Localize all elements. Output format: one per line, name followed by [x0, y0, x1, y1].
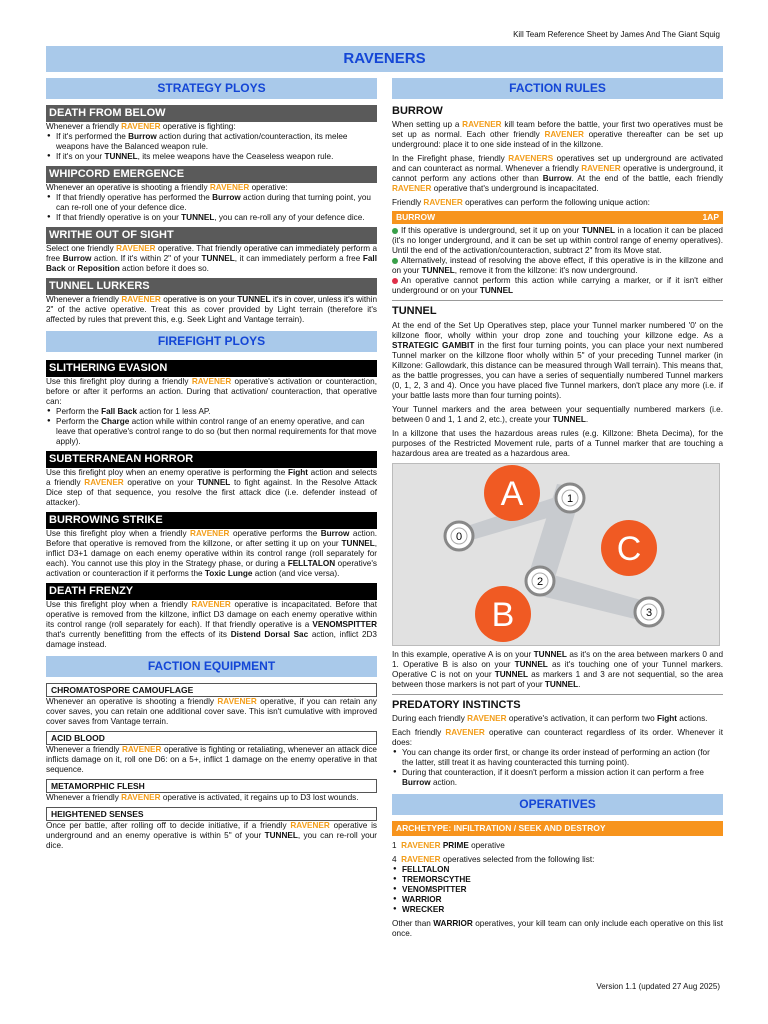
ploy-text: Use this firefight ploy when a friendly RAVENER operative is incapacitated. Before that operative is removed from the killzone, inflict D3 damage on each enemy operative within its control range (roll separately for each). If that friendly operative is a VENOMSPITTER that's currently benefitting from the effects of its Distend Dorsal Sac action, inflict 2D3 damage instead.	[46, 600, 378, 649]
rule-text: At the end of the Set Up Operatives step, place your Tunnel marker numbered '0' on the killzone floor, wholly within your drop zone and touching your killzone edge. As a STRATEGIC GAMBIT in the first four turning points, you can place your next numbered Tunnel marker on the killzone floor wholly within 5" of your preceding Tunnel marker (in Killzone: Gallowdark, this distance can be measured through Wall terrain). This means that, as the battle progresses, you can have a series of sequentially numbered Tunnel markers (0, 1, 2, 3 and 4). Once you have placed five Tunnel markers, don't place any more (i.e. if your battle lasts more than four turning points).	[392, 320, 723, 400]
list-item: ● VENOMSPITTER	[392, 885, 723, 895]
diagram-caption: In this example, operative A is on your TUNNEL as it's on the area between markers 0 and 1. Operative B is also on your TUNNEL as it's touching one of your Tunnel markers. Operative C is not on your TUNNEL as markers 1 and 3 are not sequential, so the area between those markers is not part of your TUNNEL.	[392, 649, 723, 689]
ploy-title: BURROWING STRIKE	[46, 512, 377, 529]
rule-title: BURROW	[392, 105, 443, 117]
operatives-heading: OPERATIVES	[392, 794, 723, 815]
firefight-ploys-heading: FIREFIGHT PLOYS	[46, 331, 377, 352]
tunnel-marker	[445, 522, 473, 550]
operative-note: Other than WARRIOR operatives, your kill team can only include each operative on this list once.	[392, 919, 723, 939]
green-dot-icon	[392, 258, 398, 264]
rule-title: TUNNEL	[392, 305, 437, 318]
tunnel-marker	[635, 598, 663, 626]
ploy-title: WRITHE OUT OF SIGHT	[46, 227, 377, 244]
rule-bullets: ● You can change its order first, or change its order instead of performing an action (for the latter, still treat it as having counteracted this turning point). ● During that counteraction, if it doesn't perform a mission action it can perform a free Burrow action.	[392, 748, 723, 788]
burrow-action-bar: BURROW 1AP	[392, 211, 723, 224]
operative-list	[392, 865, 723, 915]
action-effect: If this operative is underground, set it up on your TUNNEL in a location it can be placed (it's no longer underground, and it can be set up within control range of enemy operatives). Until the end of the activation/counteraction, subtract 2" from its Move stat.	[392, 226, 723, 256]
ploy-bullets: ● If it's performed the Burrow action during that activation/counteraction, its melee weapons have the Balanced weapon rule. ● If it's on your TUNNEL, its melee weapons have the Ceaseless weapon rule.	[46, 132, 377, 162]
svg-text:3: 3	[645, 606, 653, 619]
rule-text: When setting up a RAVENER kill team before the battle, your first two operatives must be set up as normal. Each other friendly RAVENER operative thereafter can be set up underground: place it to one side instead of in the killzone.	[392, 120, 724, 150]
tunnel-marker	[556, 484, 584, 512]
equipment-text: Whenever a friendly RAVENER operative is fighting or retaliating, whenever an attack dice inflicts damage on it, roll one D6: on a 5+, inflict 1 damage on the enemy operative in that sequence.	[46, 745, 377, 774]
rule-text: Each friendly RAVENER operative can counteract regardless of its order. Whenever it does:	[392, 728, 723, 748]
ploy-text: Use this firefight ploy when an enemy operative is performing the Fight action and selects a friendly RAVENER operative on your TUNNEL to fight against. In the Resolve Attack Dice step of that sequence, you resolve the first attack dice (i.e. defender instead of attacker).	[46, 468, 378, 507]
ploy-bullets: ● If that friendly operative has performed the Burrow action during that turning point, you can re-roll one of your defence dice. ● If that friendly operative is on your TUNNEL, you can re-roll any of your defence dice.	[46, 193, 377, 223]
rule-text: In a killzone that uses the hazardous areas rules (e.g. Killzone: Bheta Decima), for the purposes of the Restricted Movement rule, parts of a Tunnel marker that are touching a hazardous area are treated as a hazardous area.	[392, 428, 723, 458]
ploy-title: SUBTERRANEAN HORROR	[46, 451, 377, 468]
tunnel-marker	[526, 567, 554, 595]
page-title: RAVENERS	[46, 46, 723, 72]
rule-text: Friendly RAVENER operatives can perform the following unique action:	[392, 198, 650, 208]
red-dot-icon	[392, 278, 398, 284]
ploy-title: DEATH FRENZY	[46, 583, 377, 600]
page-footer: Version 1.1 (updated 27 Aug 2025)	[596, 982, 720, 991]
operative-line: 1 RAVENER PRIME operative	[392, 841, 505, 851]
list-item: ● TREMORSCYTHE	[392, 875, 723, 885]
ploy-text: Select one friendly RAVENER operative. That friendly operative can immediately perform a free Burrow action. If it's within 2" of your TUNNEL, it can immediately perform a free Fall Back or Reposition action before it does so.	[46, 244, 378, 273]
rule-title: PREDATORY INSTINCTS	[392, 698, 521, 711]
action-effect: Alternatively, instead of resolving the above effect, if this operative is in the killzone and on your TUNNEL, remove it from the killzone: it's now underground.	[392, 256, 723, 276]
svg-text:C: C	[616, 529, 642, 568]
action-restriction: An operative cannot perform this action while carrying a marker, or if it isn't either underground or on your TUNNEL	[392, 276, 723, 296]
equipment-title: ACID BLOOD	[46, 731, 377, 745]
ploy-title: TUNNEL LURKERS	[46, 278, 377, 295]
equipment-text: Whenever an operative is shooting a friendly RAVENER operative, if you can retain any cover saves, you can retain one additional cover save. This isn't cumulative with improved cover saves from Vantage terrain.	[46, 697, 378, 726]
left-column	[46, 78, 377, 851]
tunnel-diagram	[392, 463, 720, 646]
rule-text: In the Firefight phase, friendly RAVENERS operatives set up underground are activated and can counteract as normal. Whenever a friendly RAVENER operative is underground, it cannot perform any actions other than Burrow. At the end of the battle, each friendly RAVENER operative that's underground is incapacitated.	[392, 154, 724, 194]
list-item: ● WARRIOR	[392, 895, 723, 905]
svg-text:B: B	[491, 595, 515, 634]
divider	[392, 300, 723, 301]
operative-b	[475, 586, 531, 642]
equipment-text: Once per battle, after rolling off to decide initiative, if a friendly RAVENER operative is underground and an enemy operative is within 5" of your TUNNEL, you can re-roll your dice.	[46, 821, 378, 850]
operative-line: 4 RAVENER operatives selected from the following list:	[392, 855, 595, 865]
svg-text:A: A	[500, 474, 524, 513]
operative-a	[484, 465, 540, 521]
ploy-text: Use this firefight ploy during a friendly RAVENER operative's activation or counteraction, before or after it performs an action. During that activation/ counteraction, that operative can:	[46, 377, 377, 406]
list-item: ● WRECKER	[392, 905, 723, 915]
archetype-bar: ARCHETYPE: INFILTRATION / SEEK AND DESTROY	[392, 821, 723, 836]
ploy-title: WHIPCORD EMERGENCE	[46, 166, 377, 183]
svg-text:0: 0	[455, 530, 463, 543]
operative-c	[601, 520, 657, 576]
ploy-text: Whenever a friendly RAVENER operative is fighting:	[46, 122, 236, 131]
equipment-title: CHROMATOSPORE CAMOUFLAGE	[46, 683, 377, 697]
ploy-bullets: ● Perform the Fall Back action for 1 less AP. ● Perform the Charge action while within control range of an enemy operative, and can leave that operative's control range to do so (but then normal requirements for that move apply).	[46, 407, 377, 447]
tunnel-diagram-svg	[393, 464, 719, 645]
ploy-text: Use this firefight ploy when a friendly RAVENER operative performs the Burrow action. Before that operative is removed from the killzone, or after setting it up on your TUNNEL, inflict D3+1 damage on each enemy operative within its control range (roll separately for each). You cannot use this ploy in the Strategy phase, or during a FELLTALON operative's activation or counteraction if it performs the Toxic Lunge action (and vice versa).	[46, 529, 378, 578]
faction-rules-heading: FACTION RULES	[392, 78, 723, 99]
svg-text:1: 1	[566, 492, 574, 505]
svg-text:2: 2	[536, 575, 544, 588]
equipment-text: Whenever a friendly RAVENER operative is activated, it regains up to D3 lost wounds.	[46, 793, 359, 802]
rule-text: Your Tunnel markers and the area between your sequentially numbered markers (i.e. between 0 and 1, 1 and 2, etc.), create your TUNNEL.	[392, 404, 723, 424]
faction-equipment-heading: FACTION EQUIPMENT	[46, 656, 377, 677]
ploy-text: Whenever an operative is shooting a friendly RAVENER operative:	[46, 183, 288, 192]
page-header: Kill Team Reference Sheet by James And The Giant Squig	[513, 30, 720, 39]
equipment-title: METAMORPHIC FLESH	[46, 779, 377, 793]
ploy-title: DEATH FROM BELOW	[46, 105, 377, 122]
right-column	[392, 78, 723, 939]
strategy-ploys-heading: STRATEGY PLOYS	[46, 78, 377, 99]
ploy-title: SLITHERING EVASION	[46, 360, 377, 377]
ploy-text: Whenever a friendly RAVENER operative is on your TUNNEL it's in cover, unless it's within 2" of the active operative. Treat this as cover provided by Light terrain (therefore it's affected by rules that prevent this, e.g. Seek Light and Vantage terrain).	[46, 295, 378, 324]
green-dot-icon	[392, 228, 398, 234]
equipment-title: HEIGHTENED SENSES	[46, 807, 377, 821]
divider	[392, 694, 723, 695]
list-item: ● FELLTALON	[392, 865, 723, 875]
rule-text: During each friendly RAVENER operative's activation, it can perform two Fight actions.	[392, 714, 708, 724]
